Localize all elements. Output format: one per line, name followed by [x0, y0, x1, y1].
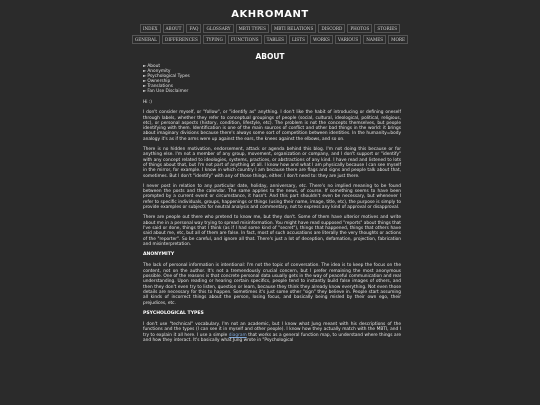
nav-stories[interactable]: STORIES	[374, 24, 400, 33]
nav-tables[interactable]: TABLES	[264, 35, 287, 44]
nav-various[interactable]: VARIOUS	[335, 35, 361, 44]
table-of-contents	[143, 64, 401, 94]
arrow-right-icon: ►	[143, 74, 147, 79]
nav-index[interactable]: INDEX	[140, 24, 161, 33]
arrow-right-icon: ►	[143, 84, 147, 89]
toc-item[interactable]: ►Ownership	[143, 79, 171, 84]
diagram-link[interactable]: diagram	[228, 332, 247, 338]
site-title[interactable]: AKHROMANT	[231, 9, 309, 20]
toc-item[interactable]: ►Fan Use Disclaimer	[143, 89, 189, 94]
nav-mbti-types[interactable]: MBTI TYPES	[236, 24, 269, 33]
toc-item[interactable]: ►Anonymity	[143, 69, 171, 74]
nav-glossary[interactable]: GLOSSARY	[203, 24, 233, 33]
arrow-right-icon: ►	[143, 79, 147, 84]
arrow-right-icon: ►	[143, 64, 147, 69]
article-body	[143, 64, 401, 348]
toc-item[interactable]: ►Translations	[143, 84, 173, 89]
toc-item[interactable]: ►Psychological Types	[143, 74, 190, 79]
paragraph: There are people out there who pretend to know me, but they don't. Some of them have ulterior motives and write about me in a personal way trying to spread misinformation. You might have read supposed "reports" about things that I've said or done, things that I think (as if I had some kind of "secret"), things that happened, things that others have said about me, etc, but all of them are false. In fact, most of such accusations are literally the very thoughts or actions of the "reporter". So be careful, and ignore all that. There's just a lot of deception, defamation, projection, fabrication and misinterpretation.	[143, 215, 401, 247]
nav-typing[interactable]: TYPING	[203, 35, 226, 44]
nav-photos[interactable]: PHOTOS	[347, 24, 372, 33]
paragraph: There is no hidden motivation, endorsement, attack or agenda behind this blog. I'm not doing this because or for anything else. I'm not a member of any group, movement, organization or company, and I don't support or "identify" with any concept related to ideologies, systems, practices, or abstractions of any kind. I have read and listened to lots of things about that, but I'm not part of anything at all. I know how and what I am physically because I can see myself in the mirror, for example. I know in which country I am because there are flags and signs and people talk about that, sometimes. But I don't "identify" with any of those things, either. I don't need to: they are just there.	[143, 147, 401, 179]
nav-general[interactable]: GENERAL	[132, 35, 160, 44]
paragraph: I never post in relation to any particular date, holiday, anniversary, etc. There's no implied meaning to be found between the posts and the calendar. The same applies to the news, of course. If something seems to have been prompted by a current event or circumstance, it hasn't. And this part shouldn't even be necessary, but whenever I refer to specific individuals, groups, happenings or things (using their name, image, title, etc), the purpose is simply to provide examples or subjects for neutral analysis and commentary, not to express any kind of approval or disapproval.	[143, 183, 401, 211]
section-heading-psychological-types: PSYCHOLOGICAL TYPES	[143, 310, 204, 316]
arrow-right-icon: ►	[143, 69, 147, 74]
nav-faq[interactable]: FAQ	[186, 24, 201, 33]
nav-works[interactable]: WORKS	[310, 35, 333, 44]
nav-more[interactable]: MORE	[388, 35, 408, 44]
nav-functions[interactable]: FUNCTIONS	[228, 35, 262, 44]
nav-mbti-relations[interactable]: MBTI RELATIONS	[271, 24, 316, 33]
nav-differences[interactable]: DIFFERENCES	[162, 35, 201, 44]
nav-discord[interactable]: DISCORD	[318, 24, 345, 33]
section-heading-anonymity: ANONYMITY	[143, 252, 175, 258]
nav-about[interactable]: ABOUT	[163, 24, 185, 33]
main-nav	[0, 24, 540, 33]
secondary-nav	[0, 35, 540, 44]
toc-item[interactable]: ►About	[143, 64, 161, 69]
paragraph: I don't use "technical" vocabulary. I'm not an academic, but I know what Jung meant with his descriptions of the functions and the types (I can see it in myself and other people). I know how they actually match with the MBTI, and I try to explain it all here. I use a simple diagram that works as a general function map, to understand where things are and how they interact. It's basically what Jung wrote in "Psychological	[143, 322, 401, 343]
paragraph: The lack of personal information is intentional: I'm not the topic of conversation. The idea is to keep the focus on the content, not on the author. It's not a tremendously crucial concern, but I prefer remaining the most anonymous possible. One of the reasons is that concrete personal data usually gets in the way of peaceful communication and real understanding. Upon reading or hearing certain specifics, people tend to instantly build false images of others, and then they don't even try to listen, question or learn, because they think they already know everything. Not even those details are necessary for this to happen. Sometimes it's just some other "sign" they believe in. People start assuming all kinds of incorrect things about the person, losing focus, and basically being misled by their own ego, their prejudices, etc.	[143, 263, 401, 306]
greeting: Hi :)	[143, 100, 152, 105]
nav-names[interactable]: NAMES	[363, 35, 386, 44]
page-title: ABOUT	[255, 52, 285, 61]
nav-lists[interactable]: LISTS	[289, 35, 308, 44]
arrow-right-icon: ►	[143, 89, 147, 94]
paragraph: I don't consider myself, or "follow", or "identify as" anything. I don't like the habit of introducing or defining oneself through labels, whether they refer to conceptual groupings of people (social, cultural, ideological, political, religious, etc), or personal aspects (history, condition, lifestyle, etc). The problem is not the concepts themselves, but people identifying with them. Identification is one of the main sources of conflict and other bad things in the world: it brings about imaginary divisions because there's always some sort of competition between identities. In the humanity=body analogy it's as if the arms were up against the ears, the knees against the elbows, and so on.	[143, 110, 401, 142]
